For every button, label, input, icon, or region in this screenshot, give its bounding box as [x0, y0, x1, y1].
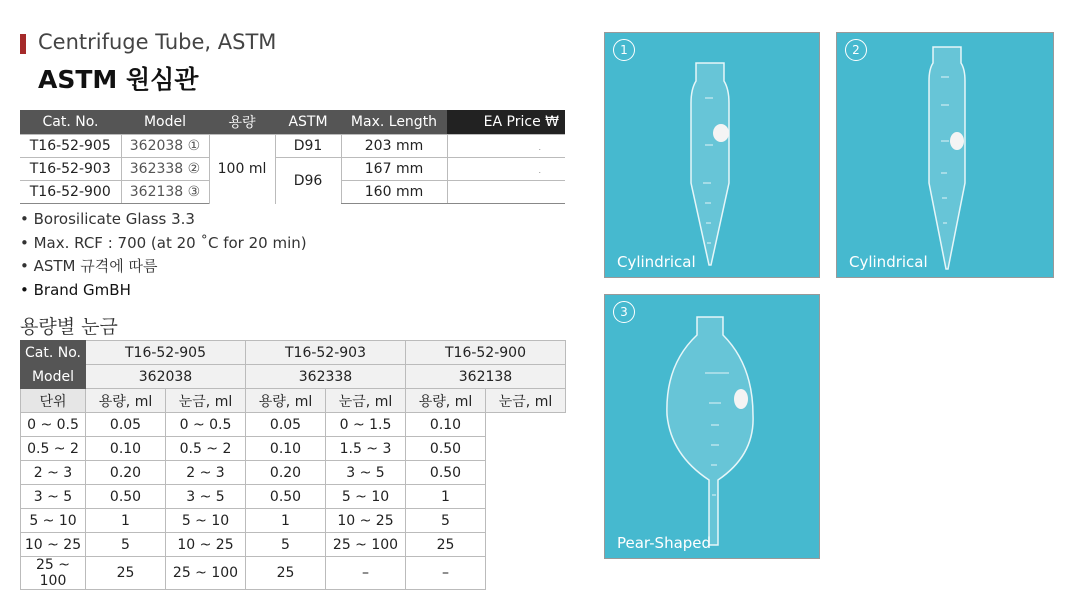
volume-cell: –: [326, 557, 406, 590]
graduation-cell: 0.50: [406, 437, 486, 461]
length-cell: 203 mm: [341, 135, 447, 158]
graduation-cell: 0.50: [86, 485, 166, 509]
graduation-cell: –: [406, 557, 486, 590]
tube-cylindrical-icon: [605, 33, 819, 277]
model-cell: 362038 ①: [121, 135, 209, 158]
grad-header: 눈금, ml: [166, 389, 246, 413]
feature-list: [20, 208, 307, 302]
price-cell: [447, 135, 565, 158]
vol-header: 용량, ml: [406, 389, 486, 413]
price-cell: [447, 181, 565, 204]
volume-cell: 0 ~ 0.5: [166, 413, 246, 437]
vol-header: 용량, ml: [246, 389, 326, 413]
volume-cell: 5 ~ 10: [166, 509, 246, 533]
vol-header: 용량, ml: [86, 389, 166, 413]
col-cat-no: Cat. No.: [20, 110, 121, 135]
photo-caption: Pear-Shaped: [617, 534, 712, 552]
page-title-ko: ASTM 원심관: [38, 65, 199, 94]
graduation-cell: 5: [406, 509, 486, 533]
graduation-row: [21, 485, 566, 509]
feature-item: • ASTM 규격에 따름: [20, 257, 158, 275]
col-max-length: Max. Length: [341, 110, 447, 135]
graduation-row: [21, 509, 566, 533]
photo-cylindrical-1: [604, 32, 820, 278]
model-header: 362038: [86, 365, 246, 389]
graduation-title: 용량별 눈금: [20, 316, 118, 338]
price-value: .: [538, 143, 541, 152]
cat-no-cell: T16-52-900: [20, 181, 121, 204]
graduation-row: [21, 413, 566, 437]
graduation-cell: 0.20: [86, 461, 166, 485]
model-cell: 362338 ②: [121, 158, 209, 181]
volume-cell: 5 ~ 10: [21, 509, 86, 533]
cat-header: T16-52-905: [86, 341, 246, 365]
photo-caption: Cylindrical: [849, 253, 928, 271]
photo-number-badge: 3: [613, 301, 635, 323]
volume-cell: 2 ~ 3: [21, 461, 86, 485]
graduation-row: [21, 437, 566, 461]
graduation-cell: 0.20: [246, 461, 326, 485]
grad-header: 눈금, ml: [486, 389, 566, 413]
length-cell: 160 mm: [341, 181, 447, 204]
volume-cell: 10 ~ 25: [166, 533, 246, 557]
volume-cell: 10 ~ 25: [21, 533, 86, 557]
spec-table: [20, 110, 565, 204]
cat-no-cell: T16-52-905: [20, 135, 121, 158]
col-model: Model: [121, 110, 209, 135]
volume-cell: 0 ~ 1.5: [326, 413, 406, 437]
graduation-cell: 0.10: [246, 437, 326, 461]
photo-caption: Cylindrical: [617, 253, 696, 271]
volume-cell: 0.5 ~ 2: [166, 437, 246, 461]
graduation-cell: 0.10: [406, 413, 486, 437]
feature-item: • Max. RCF : 700 (at 20 ˚C for 20 min): [20, 233, 307, 252]
tube-pear-icon: [605, 295, 819, 558]
feature-item: • Brand GmBH: [20, 280, 131, 299]
col-ea-price: EA Price ₩: [447, 110, 565, 135]
model-header: 362138: [406, 365, 566, 389]
volume-cell: 3 ~ 5: [166, 485, 246, 509]
photo-number-badge: 1: [613, 39, 635, 61]
photo-number-badge: 2: [845, 39, 867, 61]
col-capacity: 용량: [209, 110, 275, 135]
table-row: [20, 135, 565, 158]
grad-header: 눈금, ml: [326, 389, 406, 413]
photo-cylindrical-2: [836, 32, 1054, 278]
cat-header: T16-52-903: [246, 341, 406, 365]
cat-header: T16-52-900: [406, 341, 566, 365]
unit-label: 단위: [21, 389, 86, 413]
model-label: Model: [21, 365, 86, 389]
model-header: 362338: [246, 365, 406, 389]
graduation-cell: 0.05: [246, 413, 326, 437]
graduation-cell: 0.05: [86, 413, 166, 437]
volume-cell: 0 ~ 0.5: [21, 413, 86, 437]
volume-cell: 25 ~ 100: [326, 533, 406, 557]
volume-cell: 10 ~ 25: [326, 509, 406, 533]
feature-item: • Borosilicate Glass 3.3: [20, 210, 195, 228]
page-title-en: Centrifuge Tube, ASTM: [38, 30, 277, 54]
price-value: .: [538, 166, 541, 175]
volume-cell: 5 ~ 10: [326, 485, 406, 509]
graduation-cell: 0.50: [246, 485, 326, 509]
graduation-row: [21, 461, 566, 485]
graduation-row: [21, 557, 566, 590]
table-row: [20, 158, 565, 181]
cat-no-label: Cat. No.: [21, 341, 86, 365]
graduation-cell: 25: [406, 533, 486, 557]
volume-cell: 1.5 ~ 3: [326, 437, 406, 461]
graduation-cell: 1: [406, 485, 486, 509]
graduation-cell: 25: [86, 557, 166, 590]
astm-cell: D96: [275, 158, 341, 204]
astm-cell: D91: [275, 135, 341, 158]
length-cell: 167 mm: [341, 158, 447, 181]
volume-cell: 2 ~ 3: [166, 461, 246, 485]
volume-cell: 0.5 ~ 2: [21, 437, 86, 461]
graduation-cell: 0.50: [406, 461, 486, 485]
model-cell: 362138 ③: [121, 181, 209, 204]
price-cell: [447, 158, 565, 181]
tube-cylindrical-icon: [837, 33, 1053, 277]
cat-no-cell: T16-52-903: [20, 158, 121, 181]
graduation-cell: 25: [246, 557, 326, 590]
graduation-cell: 0.10: [86, 437, 166, 461]
graduation-row: [21, 533, 566, 557]
graduation-cell: 5: [246, 533, 326, 557]
volume-cell: 3 ~ 5: [21, 485, 86, 509]
graduation-table: [20, 340, 566, 590]
title-accent-bar: [20, 34, 26, 54]
graduation-cell: 5: [86, 533, 166, 557]
volume-cell: 25 ~ 100: [21, 557, 86, 590]
volume-cell: 3 ~ 5: [326, 461, 406, 485]
graduation-cell: 1: [246, 509, 326, 533]
photo-pear-shaped: [604, 294, 820, 559]
col-astm: ASTM: [275, 110, 341, 135]
graduation-cell: 1: [86, 509, 166, 533]
capacity-cell: 100 ml: [209, 135, 275, 204]
volume-cell: 25 ~ 100: [166, 557, 246, 590]
